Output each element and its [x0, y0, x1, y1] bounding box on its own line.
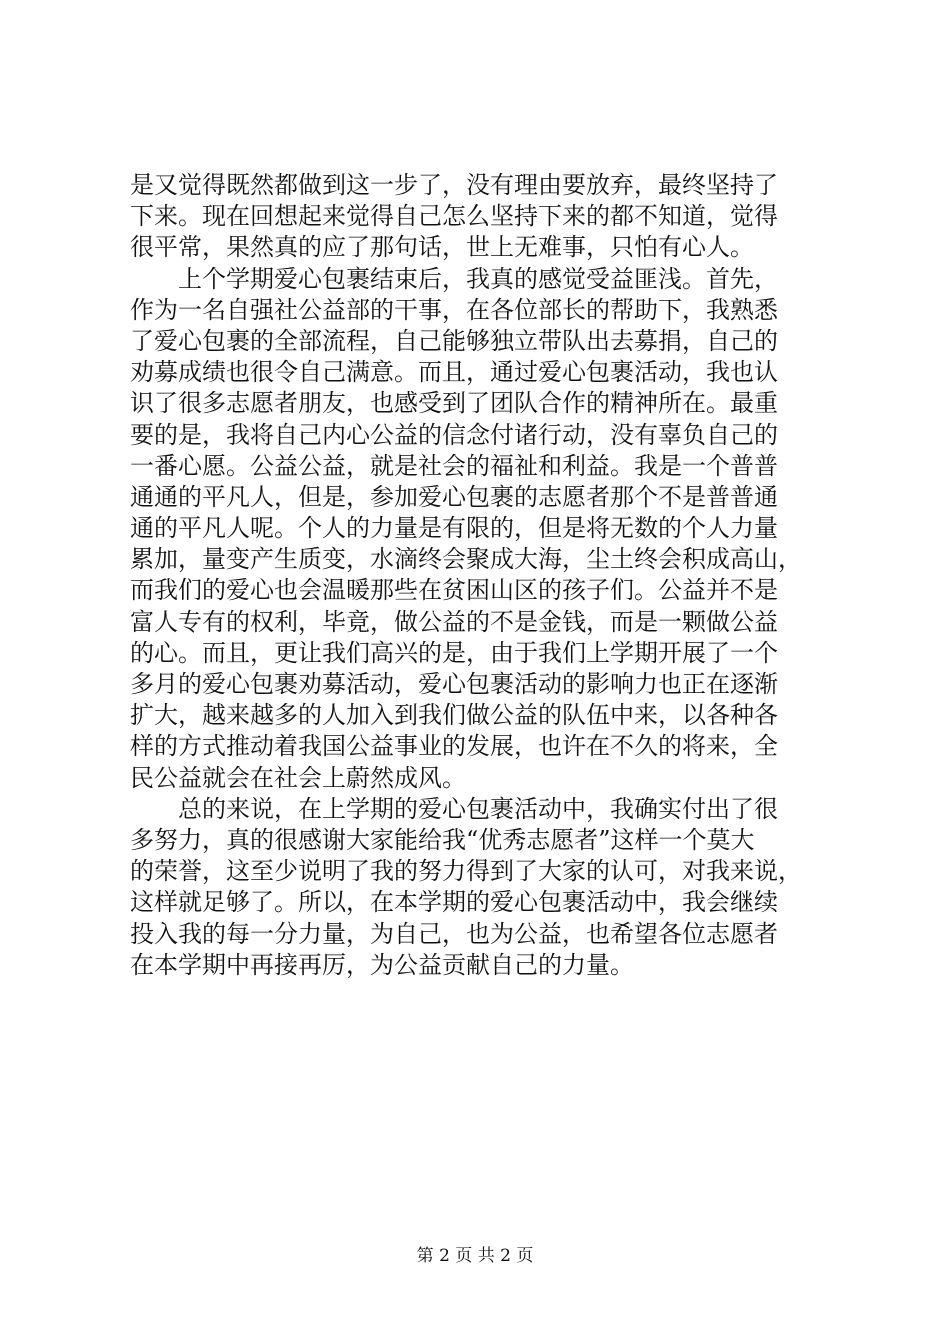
text-line: 多月的爱心包裹劝募活动，爱心包裹活动的影响力也正在逐渐: [130, 670, 778, 698]
text-line: 通的平凡人呢。个人的力量是有限的，但是将无数的个人力量: [130, 514, 778, 543]
text-line: 要的是，我将自己内心公益的信念付诸行动，没有辜负自己的: [130, 420, 778, 449]
body-text: [130, 170, 830, 981]
text-line: 的心。而且，更让我们高兴的是，由于我们上学期开展了一个: [130, 638, 778, 667]
text-line: 多努力，真的很感谢大家能给我“优秀志愿者”这样一个莫大: [130, 825, 755, 854]
text-line: 总的来说，在上学期的爱心包裹活动中，我确实付出了很: [130, 794, 778, 823]
text-line: 劝募成绩也很令自己满意。而且，通过爱心包裹活动，我也认: [130, 358, 778, 387]
text-line: 下来。现在回想起来觉得自己怎么坚持下来的都不知道，觉得: [130, 202, 778, 231]
text-line: 是又觉得既然都做到这一步了，没有理由要放弃，最终坚持了: [130, 171, 778, 199]
text-line: 这样就足够了。所以，在本学期的爱心包裹活动中，我会继续: [130, 888, 778, 917]
text-line: 而我们的爱心也会温暖那些在贫困山区的孩子们。公益并不是: [130, 576, 778, 605]
text-line: 样的方式推动着我国公益事业的发展，也许在不久的将来，全: [130, 732, 778, 761]
text-line: 一番心愿。公益公益，就是社会的福祉和利益。我是一个普普: [130, 451, 778, 480]
text-line: 的荣誉，这至少说明了我的努力得到了大家的认可，对我来说，: [130, 857, 802, 886]
text-line: 作为一名自强社公益部的干事，在各位部长的帮助下，我熟悉: [130, 295, 778, 324]
text-line: 累加，量变产生质变，水滴终会聚成大海，尘土终会积成高山，: [130, 545, 802, 574]
text-line: 识了很多志愿者朋友，也感受到了团队合作的精神所在。最重: [130, 389, 778, 418]
text-line: 扩大，越来越多的人加入到我们做公益的队伍中来，以各种各: [130, 701, 778, 730]
text-line: 上个学期爱心包裹结束后，我真的感觉受益匪浅。首先，: [130, 264, 778, 293]
text-line: 了爱心包裹的全部流程，自己能够独立带队出去募捐，自己的: [130, 326, 778, 355]
text-line: 富人专有的权利，毕竟，做公益的不是金钱，而是一颗做公益: [130, 607, 778, 636]
text-line: 民公益就会在社会上蔚然成风。: [130, 763, 466, 792]
page-number-footer: 第 2 页 共 2 页: [416, 1246, 534, 1266]
text-line: 投入我的每一分力量，为自己，也为公益，也希望各位志愿者: [130, 919, 778, 948]
text-line: 很平常，果然真的应了那句话，世上无难事，只怕有心人。: [130, 233, 754, 262]
text-line: 在本学期中再接再厉，为公益贡献自己的力量。: [130, 950, 634, 979]
text-line: 通通的平凡人，但是，参加爱心包裹的志愿者那个不是普普通: [130, 482, 778, 511]
